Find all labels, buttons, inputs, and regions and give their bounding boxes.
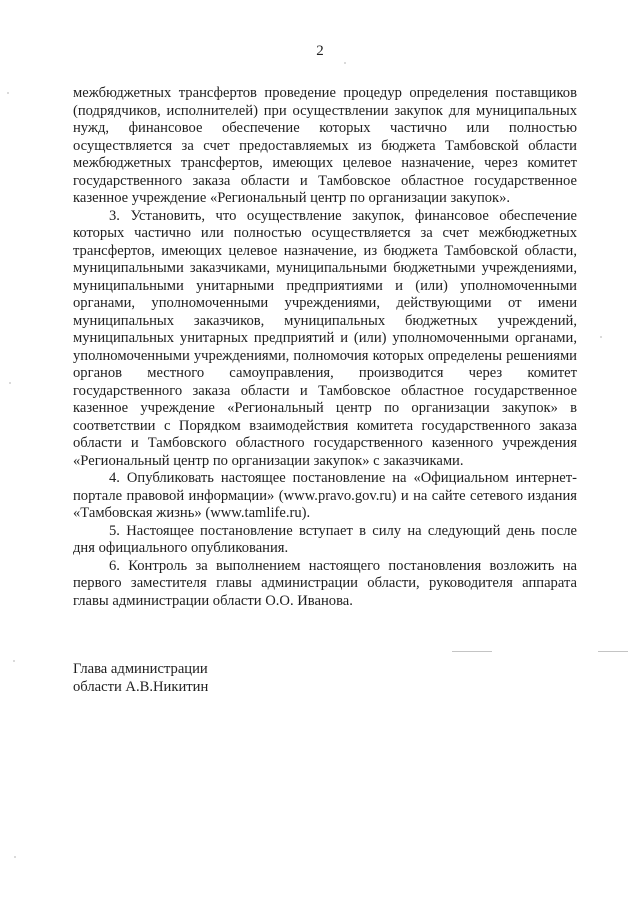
paragraph-continuation: межбюджетных трансфертов проведение процедур определения поставщиков (подрядчиков, исполнителей) при осуществлении закупок для муниципальных нужд, финансовое обеспечение которых частично или полностью осуществляется за счет предоставляемых из бюджета Тамбовской области межбюджетных трансфертов, имеющих целевое назначение, через комитет государственного заказа области и Тамбовское областное государственное казенное учреждение «Региональный центр по организации закупок».: [73, 85, 577, 206]
scan-speck: [600, 336, 602, 338]
scan-speck: [9, 382, 11, 384]
signature-title: Глава администрации: [73, 661, 208, 677]
paragraph-item-4: 4. Опубликовать настоящее постановление на «Официальном интернет-портале правовой информации» (www.pravo.gov.ru) и на сайте сетевого издания «Тамбовская жизнь» (www.tamlife.ru).: [73, 470, 577, 521]
signature-block: [73, 661, 373, 696]
document-body: [73, 85, 577, 610]
scan-speck: [344, 62, 346, 64]
scan-speck: [7, 92, 9, 94]
scan-line-artifact: [452, 651, 492, 652]
paragraph-item-3: 3. Установить, что осуществление закупок, финансовое обеспечение которых частично или полностью осуществляется за счет межбюджетных трансфертов, имеющих целевое назначение, из бюджета Тамбовской области, муниципальными заказчиками, муниципальными бюджетными учреждениями, муниципальными унитарными предприятиями и (или) уполномоченными органами, уполномоченными учреждениями, действующими от имени муниципальных заказчиков, муниципальных бюджетных учреждений, муниципальных унитарных предприятий и (или) уполномоченными органами, уполномоченными учреждениями, полномочия которых определены решениями органов местного самоуправления, производится через комитет государственного заказа области и Тамбовское областное государственное казенное учреждение «Региональный центр по организации закупок» в соответствии с Порядком взаимодействия комитета государственного заказа области и Тамбовского областного государственного казенного учреждения «Региональный центр по организации закупок» с заказчиками.: [73, 207, 577, 469]
scan-speck: [14, 856, 16, 858]
scan-speck: [13, 660, 15, 662]
paragraph-item-5: 5. Настоящее постановление вступает в силу на следующий день после дня официального опубликования.: [73, 522, 577, 556]
paragraph-item-6: 6. Контроль за выполнением настоящего постановления возложить на первого заместителя главы администрации области, руководителя аппарата главы администрации области О.О. Иванова.: [73, 557, 577, 609]
page-number: 2: [316, 43, 324, 59]
signature-name: области А.В.Никитин: [73, 678, 209, 695]
scan-line-artifact: [598, 651, 628, 652]
